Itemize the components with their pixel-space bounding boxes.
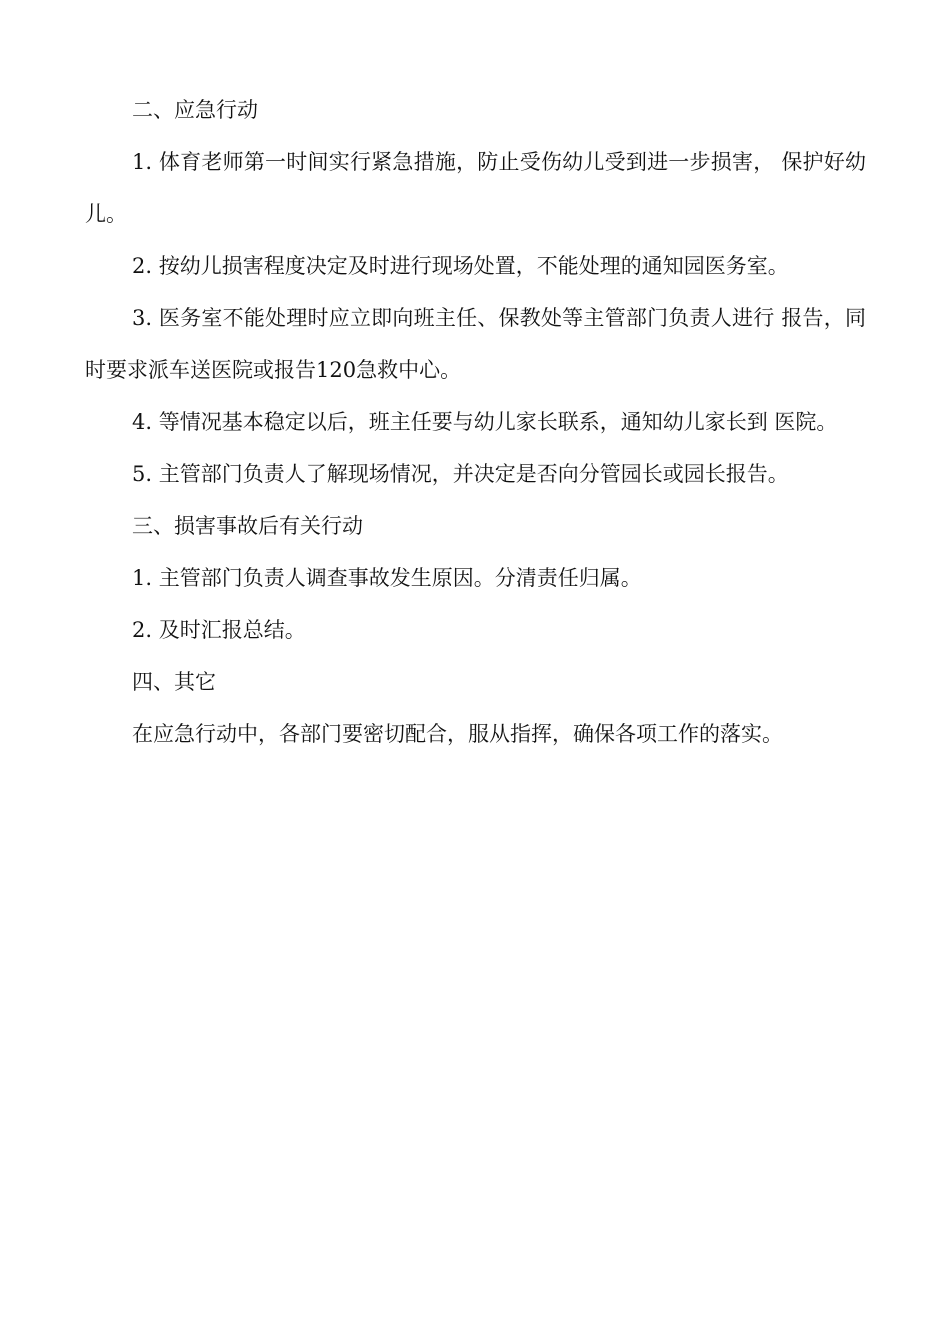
list-item: 5. 主管部门负责人了解现场情况，并决定是否向分管园长或园长报告。 — [132, 462, 789, 486]
document-body — [85, 84, 866, 760]
list-item: 1. 主管部门负责人调查事故发生原因。分清责任归属。 — [132, 566, 642, 590]
list-item: 2. 按幼儿损害程度决定及时进行现场处置，不能处理的通知园医务室。 — [132, 254, 789, 278]
list-item: 1. 体育老师第一时间实行紧急措施，防止受伤幼儿受到进一步损害， 保护好幼儿。 — [85, 150, 866, 226]
section-heading-post-accident-action: 三、损害事故后有关行动 — [132, 514, 363, 538]
list-item: 3. 医务室不能处理时应立即向班主任、保教处等主管部门负责人进行 报告，同时要求派车送医院或报告120急救中心。 — [85, 306, 866, 382]
section-heading-other: 四、其它 — [132, 670, 216, 694]
closing-paragraph: 在应急行动中，各部门要密切配合，服从指挥，确保各项工作的落实。 — [132, 722, 783, 746]
list-item: 4. 等情况基本稳定以后，班主任要与幼儿家长联系，通知幼儿家长到 医院。 — [132, 410, 838, 434]
section-heading-emergency-action: 二、应急行动 — [132, 98, 258, 122]
list-item: 2. 及时汇报总结。 — [132, 618, 306, 642]
